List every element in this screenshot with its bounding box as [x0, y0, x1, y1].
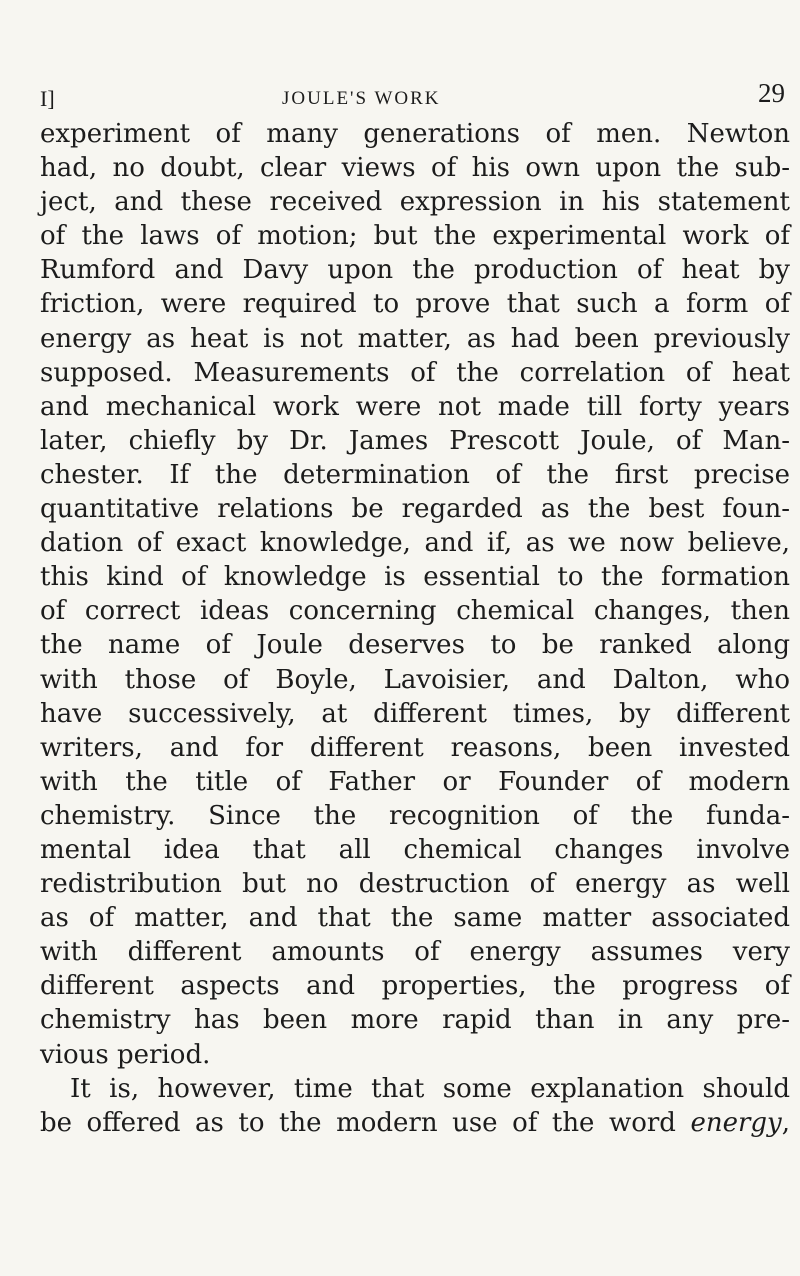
- text-line: dation of exact knowledge, and if, as we now believe,: [40, 528, 790, 559]
- emphasized-word: energy: [690, 1107, 782, 1138]
- text-line: supposed. Measurements of the correlation of heat: [40, 357, 790, 388]
- text-line: with those of Boyle, Lavoisier, and Dalton, who: [40, 664, 790, 695]
- text-line: chester. If the determination of the first precise: [40, 459, 790, 490]
- text-line: the name of Joule deserves to be ranked along: [40, 630, 790, 661]
- chapter-number: I]: [40, 86, 55, 111]
- text-line: later, chiefly by Dr. James Prescott Joule, of Man-: [40, 425, 790, 456]
- text-line: of correct ideas concerning chemical changes, then: [40, 596, 790, 627]
- text-line: this kind of knowledge is essential to the formation: [40, 562, 790, 593]
- text-line: with the title of Father or Founder of modern: [40, 766, 790, 797]
- paragraph-start-line: It is, however, time that some explanation should: [70, 1073, 790, 1104]
- text-line: Rumford and Davy upon the production of heat by: [40, 255, 790, 286]
- running-header: [40, 78, 785, 118]
- final-line-punctuation: ,: [781, 1107, 790, 1138]
- page-body: [40, 117, 790, 1140]
- text-line: with different amounts of energy assumes very: [40, 937, 790, 968]
- text-line: chemistry has been more rapid than in any pre-: [40, 1005, 790, 1036]
- text-line: experiment of many generations of men. Newton: [40, 119, 790, 149]
- text-line: and mechanical work were not made till forty years: [40, 391, 790, 422]
- text-line: writers, and for different reasons, been invested: [40, 732, 790, 763]
- page-number: 29: [758, 78, 785, 108]
- text-line: of the laws of motion; but the experimental work of: [40, 221, 790, 252]
- paragraph-end-line: vious period.: [40, 1039, 211, 1070]
- text-line: had, no doubt, clear views of his own upon the sub-: [40, 153, 790, 184]
- text-line: as of matter, and that the same matter associated: [40, 903, 790, 934]
- text-line: friction, were required to prove that such a form of: [40, 289, 790, 320]
- text-line: have successively, at different times, by different: [40, 698, 790, 729]
- final-line: [40, 1106, 790, 1140]
- running-title: JOULE'S WORK: [282, 88, 441, 109]
- text-line: mental idea that all chemical changes involve: [40, 834, 790, 865]
- text-line: different aspects and properties, the progress of: [40, 971, 790, 1002]
- final-line-text: be offered as to the modern use of the word: [40, 1107, 691, 1138]
- text-line: quantitative relations be regarded as the best foun-: [40, 494, 790, 525]
- text-line: chemistry. Since the recognition of the funda-: [40, 800, 790, 831]
- text-line: ject, and these received expression in his statement: [40, 187, 790, 218]
- text-line: energy as heat is not matter, as had been previously: [40, 323, 790, 354]
- text-line: redistribution but no destruction of energy as well: [40, 869, 790, 900]
